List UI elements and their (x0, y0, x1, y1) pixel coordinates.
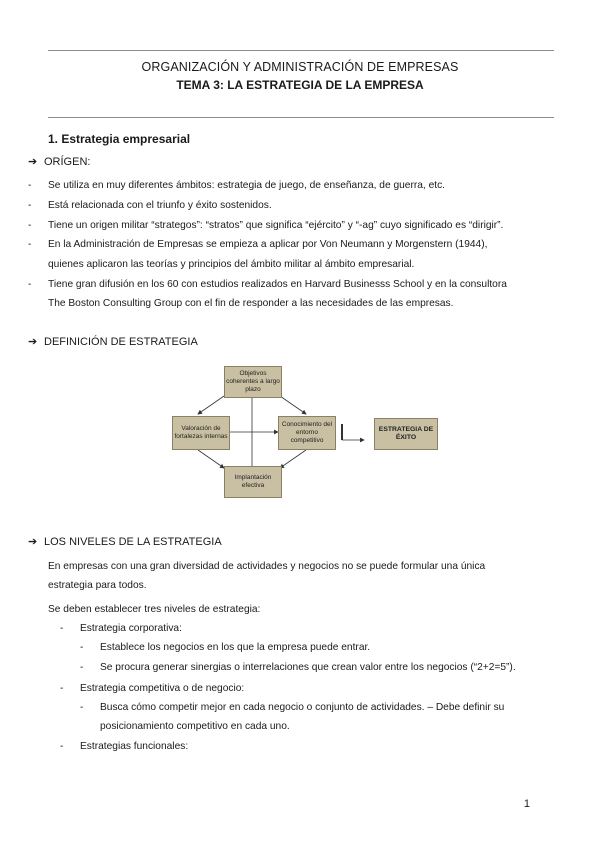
diagram-box-objetivos: Objetivos coherentes a largo plazo (224, 366, 282, 398)
header-bottom-rule (48, 117, 554, 118)
list-item: - En la Administración de Empresas se empieza a aplicar por Von Neumann y Morgenstern (1944), (28, 239, 488, 250)
list-item-continuation: posicionamiento competitivo en cada uno. (100, 721, 290, 732)
list-item-continuation: The Boston Consulting Group con el fin de responder a las necesidades de las empresas. (48, 298, 454, 309)
niveles-lead: Se deben establecer tres niveles de estrategia: (48, 604, 261, 615)
page-number: 1 (523, 798, 530, 810)
arrow-icon: ➔ (28, 336, 38, 348)
list-item-continuation: quienes aplicaron las teorías y principios del ámbito militar al ámbito empresarial. (48, 259, 415, 270)
strategy-diagram (160, 362, 460, 502)
list-item: - Establece los negocios en los que la empresa puede entrar. (80, 642, 371, 653)
list-item: - Busca cómo competir mejor en cada negocio o conjunto de actividades. – Debe definir su (80, 702, 505, 713)
list-item: - Se procura generar sinergias o interrelaciones que crean valor entre los negocios (“2+2=5”). (80, 662, 516, 673)
list-item: - Tiene un origen militar “strategos”: “stratos” que significa “ejército” y “-ag” cuyo significado es “dirigir”. (28, 220, 504, 231)
diagram-box-estrategia-exito: ESTRATEGIA DE ÉXITO (374, 418, 438, 450)
diagram-box-implantacion: Implantación efectiva (224, 466, 282, 498)
document-subtitle: TEMA 3: LA ESTRATEGIA DE LA EMPRESA (176, 78, 424, 92)
list-item: - Tiene gran difusión en los 60 con estudios realizados en Harvard Businesss School y en la consultora (28, 279, 507, 290)
diagram-box-fortalezas: Valoración de fortalezas internas (172, 416, 230, 450)
list-item: - Estrategia competitiva o de negocio: (60, 683, 245, 694)
list-item: - Se utiliza en muy diferentes ámbitos: estrategia de juego, de enseñanza, de guerra, etc. (28, 180, 445, 191)
origen-heading: ➔ ORÍGEN: (28, 156, 91, 168)
niveles-intro-line: En empresas con una gran diversidad de actividades y negocios no se puede formular una única (48, 561, 486, 572)
section-title: 1. Estrategia empresarial (48, 132, 191, 146)
top-rule (48, 50, 554, 51)
definicion-heading: ➔ DEFINICIÓN DE ESTRATEGIA (28, 336, 198, 348)
niveles-intro-line: estrategia para todos. (48, 580, 147, 591)
list-item: - Estrategias funcionales: (60, 741, 189, 752)
arrow-icon: ➔ (28, 156, 38, 168)
list-item: - Está relacionada con el triunfo y éxito sostenidos. (28, 200, 272, 211)
list-item: - Estrategia corporativa: (60, 623, 182, 634)
niveles-heading: ➔ LOS NIVELES DE LA ESTRATEGIA (28, 536, 222, 548)
document-title: ORGANIZACIÓN Y ADMINISTRACIÓN DE EMPRESAS (141, 60, 459, 74)
arrow-icon: ➔ (28, 536, 38, 548)
diagram-box-entorno: Conocimiento del entorno competitivo (278, 416, 336, 450)
